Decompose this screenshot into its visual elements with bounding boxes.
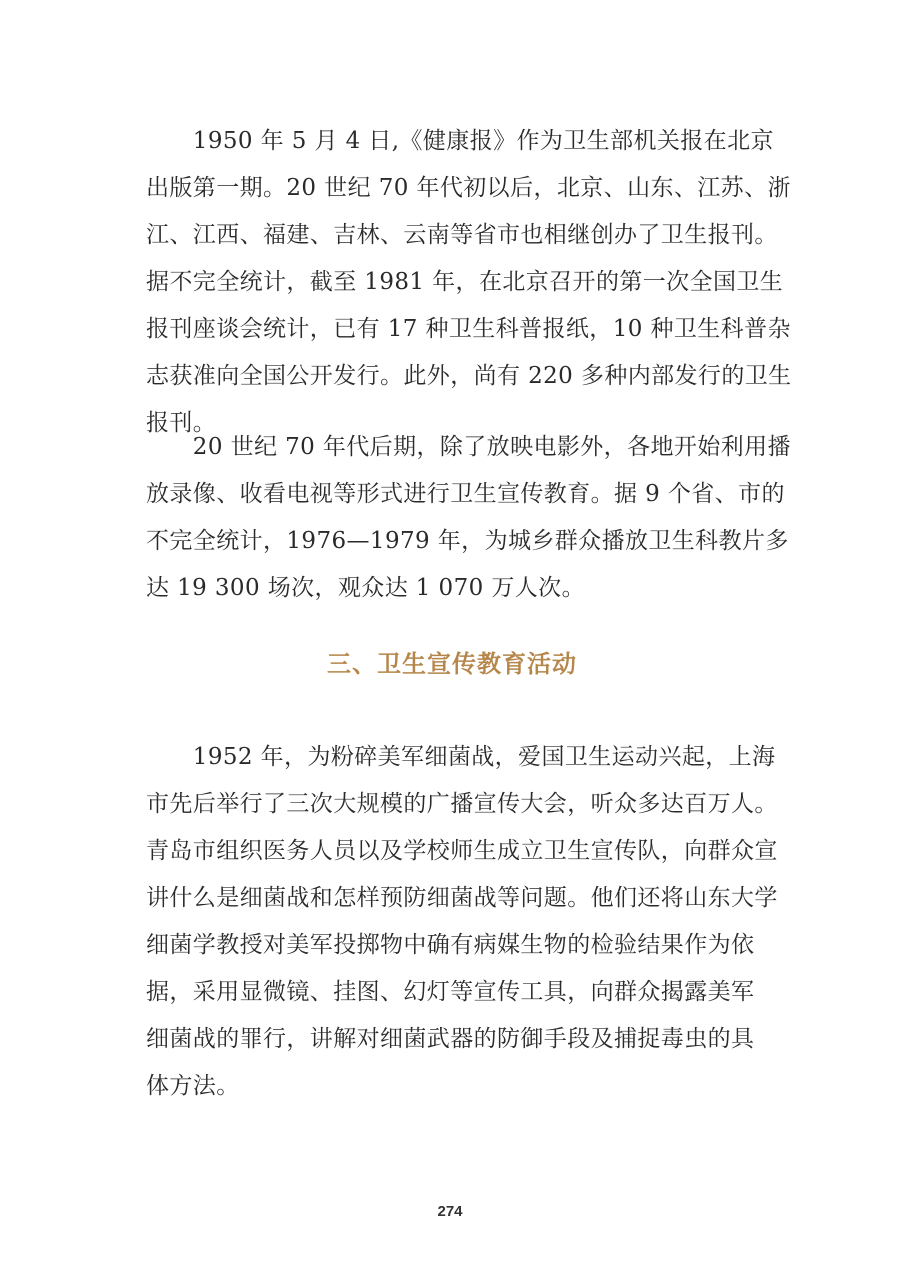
text-line: 体方法。 bbox=[146, 1073, 240, 1099]
text-line: 20 世纪 70 年代后期，除了放映电影外，各地开始利用播 bbox=[146, 434, 791, 460]
text-line: 讲什么是细菌战和怎样预防细菌战等问题。他们还将山东大学 bbox=[146, 885, 778, 911]
text-line: 出版第一期。20 世纪 70 年代初以后，北京、山东、江苏、浙 bbox=[146, 175, 791, 201]
section-heading: 三、卫生宣传教育活动 bbox=[327, 650, 577, 678]
text-line: 1950 年 5 月 4 日,《健康报》作为卫生部机关报在北京 bbox=[146, 128, 774, 154]
paragraph-1952-campaign bbox=[146, 734, 778, 1110]
text-line: 细菌战的罪行，讲解对细菌武器的防御手段及捕捉毒虫的具 bbox=[146, 1026, 755, 1052]
text-line: 1952 年，为粉碎美军细菌战，爱国卫生运动兴起，上海 bbox=[146, 744, 776, 770]
text-line: 放录像、收看电视等形式进行卫生宣传教育。据 9 个省、市的 bbox=[146, 481, 785, 507]
text-line: 据，采用显微镜、挂图、幻灯等宣传工具，向群众揭露美军 bbox=[146, 979, 755, 1005]
text-line: 志获准向全国公开发行。此外，尚有 220 多种内部发行的卫生 bbox=[146, 363, 792, 389]
text-line: 市先后举行了三次大规模的广播宣传大会，听众多达百万人。 bbox=[146, 791, 778, 817]
text-line: 江、江西、福建、吉林、云南等省市也相继创办了卫生报刊。 bbox=[146, 222, 778, 248]
text-line: 细菌学教授对美军投掷物中确有病媒生物的检验结果作为依 bbox=[146, 932, 755, 958]
text-line: 达 19 300 场次，观众达 1 070 万人次。 bbox=[146, 575, 585, 601]
text-line: 报刊。 bbox=[146, 410, 217, 436]
page-number: 274 bbox=[437, 1203, 463, 1220]
text-line: 报刊座谈会统计，已有 17 种卫生科普报纸，10 种卫生科普杂 bbox=[146, 316, 791, 342]
text-line: 据不完全统计，截至 1981 年，在北京召开的第一次全国卫生 bbox=[146, 269, 784, 295]
text-line: 青岛市组织医务人员以及学校师生成立卫生宣传队，向群众宣 bbox=[146, 838, 778, 864]
paragraph-film-video-education bbox=[146, 424, 791, 612]
text-line: 不完全统计，1976—1979 年，为城乡群众播放卫生科教片多 bbox=[146, 528, 789, 554]
